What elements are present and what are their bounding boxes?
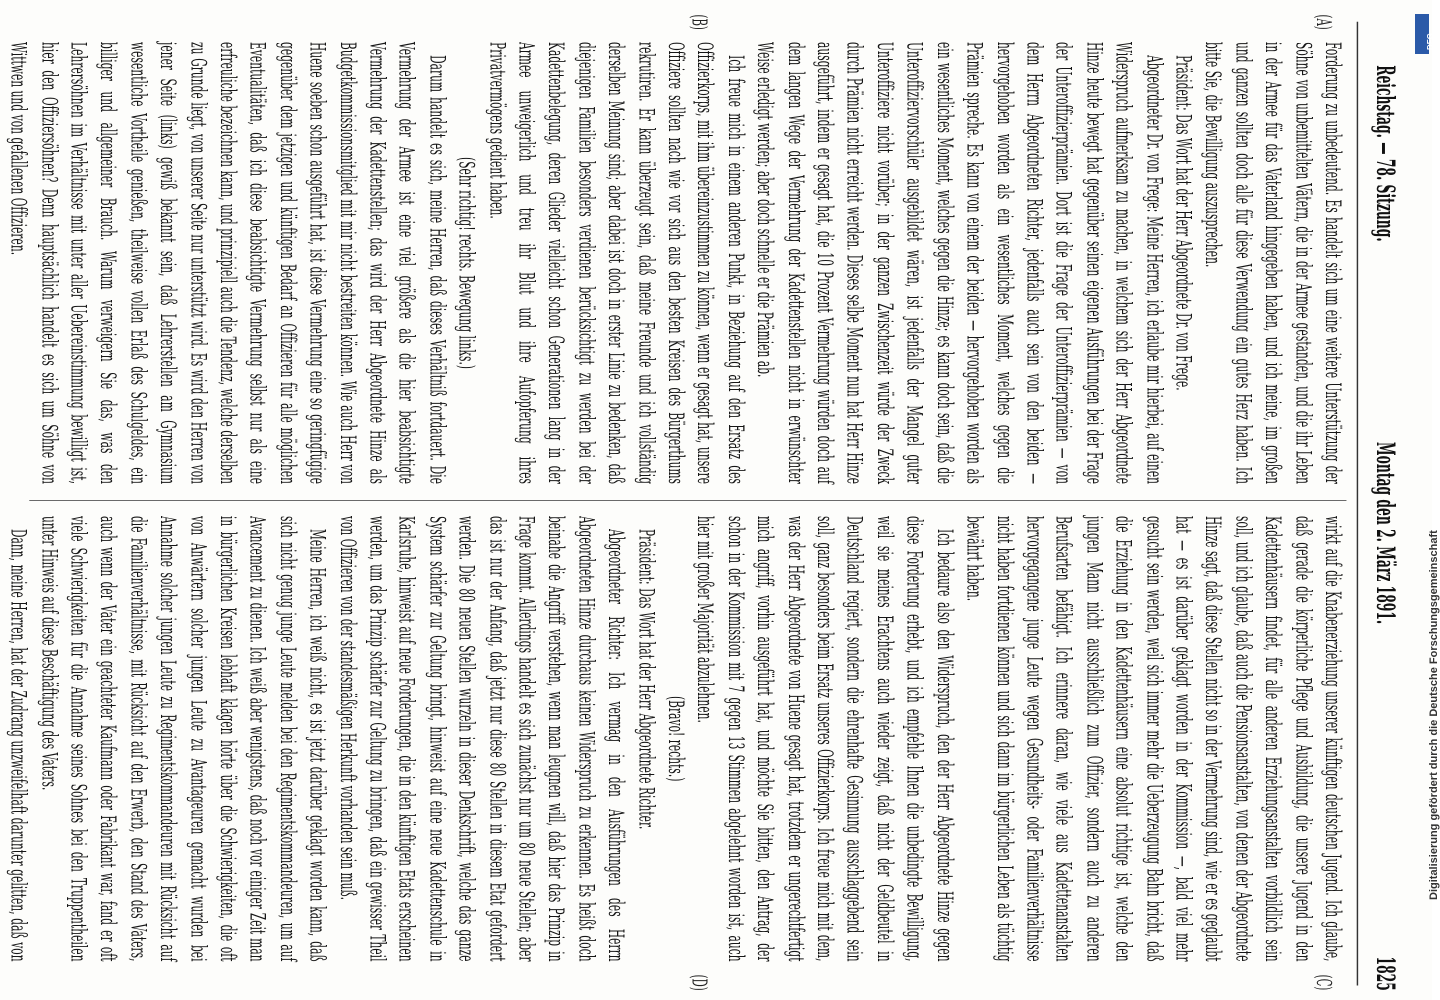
paragraph: Dann, meine Herren, hat der Zudrang unzweifelhaft darunter gelitten, daß von: [6, 528, 31, 962]
interjection: (Sehr richtig! rechts. Bewegung links.): [454, 156, 479, 370]
paragraph: Präsident: Das Wort hat der Herr Abgeordnete Dr. von Frege.: [1170, 55, 1196, 391]
dfg-logo-text: DFG: [1426, 33, 1435, 50]
header-left: Reichstag. — 78. Sitzung.: [1369, 65, 1400, 242]
paragraph: Präsident: Das Wort hat der Herr Abgeordnete Richter.: [633, 528, 659, 830]
paragraph: Meine Herren, ich weiß nicht, es ist jetzt darüber geklagt worden kann, daß sich nicht genug junge Leute melden bei den Regimentskommandeuren, um auf Avancement zu dienen. Ich weiß aber wenigstens, daß noch vor einiger Zeit man in bürgerlichen Kreisen lebhaft klagen hörte über die Schwierigkeiten, die oft von Anwärtern solcher jungen Leute zu Avantageuren gemacht wurden bei Annahme solcher jungen Leute zu Regimentskommandeuren mit Rücksicht auf die Familienverhältnisse, mit Rücksicht auf den Erwerb, den Stand des Vaters, auch wenn der Vater ein geachteter Kaufmann oder Fabrikant war, fand er oft viele Schwierigkeiten für die Annahme seines Sohnes bei den Truppentheilen unter Hinweis auf diese Beschäftigung des Vaters.: [35, 515, 330, 962]
right-column: [6, 515, 1347, 962]
page-number: 1825: [1369, 956, 1400, 991]
margin-mark-a: (A): [1311, 14, 1335, 30]
paragraph: wirkt auf die Knabenerziehung unserer künftigen deutschen Jugend. Ich glaube, daß gerade die körperliche Pflege und Ausbildung, die unsere Jugend in den Kadettenhäusern findet, für alle anderen Erziehungsanstalten vorbildlich sein soll, und ich glaube, daß auch die Pensionsanstalten, von denen der Abgeordnete Hinze sagt, daß diese Stellen nicht so in der Vermehrung sind, wie er es geglaubt hat — es ist darüber geklagt worden in der Kommission —, bald viel mehr gesucht sein werden, weil sich immer mehr die Ueberzeugung Bahn bricht, daß die Erziehung in den Kadettenhäusern eine absolut richtige ist, welche den jungen Mann nicht ausschließlich zum Offizier, sondern auch zu anderen Berufsarten befähigt. Ich erinnere daran, wie viele aus Kadettenanstalten hervorgegangene junge Leute wegen Gesundheits- oder Familienverhältnisse nicht haben fortdienen können und sich dann im bürgerlichen Leben als tüchtig bewährt haben.: [961, 515, 1345, 962]
margin-mark-d: (D): [686, 974, 710, 991]
paragraph: Darum handelt es sich, meine Herren, daß dieses Verhältniß fortdauert. Die Vermehrung der Armee ist eine viel größere als die hier beabsichtigte Vermehrung der Kadettenstellen; das wird der Herr Abgeordnete Hinze als Budgetkommissionsmitglied mit mir nicht bestreiten können. Wie auch Herr von Huene soeben schon ausgeführt hat, ist diese Vermehrung eine so geringfügige gegenüber dem jetzigen und künftigen Bedarf an Offizieren für alle möglichen Eventualitäten, daß ich diese beabsichtigte Vermehrung selbst nur als eine erfreuliche bezeichnen kann, und prinzipiell auch die Tendenz, welche derselben zu Grunde liegt, von unserer Seite nur unterstützt wird. Es wird den Herren von jener Seite (links) gewiß bekannt sein, daß Lehrerstellen am Gymnasium wesentliche Vortheile genießen, theilweise vollen Erlaß des Schulgeldes, ein billiger und allgemeiner Brauch. Warum verweigern Sie das, was den Lehrersöhnen im Verhältnisse mit unter aller Uebereinstimmung bewilligt ist, hier den Offiziersöhnen? Denn hauptsächlich handelt es sich um Söhne von Wittwen und von gefallenen Offizieren.: [6, 42, 450, 485]
paragraph: Ich bedaure also den Widerspruch, den der Herr Abgeordnete Hinze gegen diese Forderung erhebt, und ich empfehle Ihnen die unbedingte Bewilligung, weil sie meines Erachtens auch wieder zeigt, daß nicht der Geldbeutel in Deutschland regiert, sondern die ehrenhafte Gesinnung ausschlaggebend sein soll, ganz besonders beim Ersatz unseres Offizierkorps. Ich freue mich mit dem, was der Herr Abgeordnete von Huene gesagt hat, trotzdem er ungerechtfertigt mich angriff, vorhin ausgeführt hat, und möchte Sie bitten, den Antrag, der schon in der Kommission mit 7 gegen 13 Stimmen abgelehnt worden ist, auch hier mit großer Majorität abzulehnen.: [692, 515, 957, 962]
digitization-credit: [1412, 110, 1440, 910]
interjection: (Bravo! rechts.): [663, 695, 688, 782]
dfg-logo: [1415, 14, 1435, 54]
paragraph: Abgeordneter Dr. von Frege: Meine Herren, ich erlaube mir hierbei, auf einen Widerspruch aufmerksam zu machen, in welchem sich der Herr Abgeordnete Hinze heute bewegt hat gegenüber seinen eigenen Ausführungen bei der Frage der Unteroffizierprämien. Dort ist die Frage der Unteroffizierprämien — von dem Herrn Abgeordneten Richter, jedenfalls auch sein von den beiden — hervorgehoben worden als ein wesentliches Moment, welches gegen die Prämien spreche. Es kann von einem der beiden — hervorgehoben worden als ein wesentliches Moment, welches gegen die Hinze; es kann doch sein, daß die Unteroffiziervorschüler ausgebildet wären, ist jedenfalls der Mangel guter Unteroffiziere nicht vorüber; in der ganzen Zwischenzeit würde der Zweck durch Prämien nicht erreicht werden. Dieses selbe Moment nun hat Herr Hinze ausgeführt, indem er gesagt hat, die 10 Prozent Vermehrung würden doch auf dem langen Wege der Vermehrung der Kadettenstellen nicht in erwünschter Weise erledigt werden; aber doch schnelle er die Prämien ab.: [752, 42, 1166, 485]
column-rule: [29, 500, 1346, 501]
credit-text: Digitalisierung gefördert durch die Deutsche Forschungsgemeinschaft: [1428, 530, 1440, 900]
margin-mark-b: (B): [686, 14, 710, 30]
paragraph: Ich freue mich in einem anderen Punkt, in Beziehung auf den Ersatz des Offizierkorps, mit ihm übereinzustimmen zu können, wenn er gesagt hat, unsere Offiziere sollten nach wie vor sich aus den besten Kreisen des Bürgerthums rekrutiren. Er kann überzeugt sein, daß meine Freunde und ich vollständig derselben Meinung sind; aber dabei ist doch in erster Linie zu bedenken, daß diejenigen Familien besonders verdienen berücksichtigt zu werden bei der Kadettenbelegung, deren Glieder vielleicht schon Generationen lang in der Armee unweigerlich und treu ihr Blut und ihre Aufopferung ihres Privatvermögens gedient haben.: [483, 42, 748, 485]
paragraph: Abgeordneter Richter: Ich vermag in den Ausführungen des Herrn Abgeordneten Hinze durchaus keinen Widerspruch zu erkennen. Es heißt doch beinahe die Angriff verstehen, wenn man leugnen will, daß hier das Prinzip in Frage kommt. Allerdings handelt es sich zunächst nur um 80 neue Stellen; aber das ist nur der Anfang, daß jetzt nur diese 80 Stellen in diesem Etat gefordert werden. Die 80 neuen Stellen wurzeln in dieser Denkschrift, welche das ganze System schärfer zur Geltung bringt, hinweist auf eine neue Kadettenschule in Karlsruhe, hinweist auf neue Forderungen, die in den künftigen Etats erscheinen werden, um das Prinzip schärfer zur Geltung zu bringen, daß ein gewisser Theil von Offizieren von der standesmäßigen Herkunft vorhanden sein muß.: [334, 515, 629, 962]
margin-mark-c: (C): [1311, 974, 1335, 991]
header-rule: [1357, 22, 1358, 986]
header-center: Montag den 2. März 1891.: [1369, 442, 1400, 625]
paragraph: Forderung zu unbedeutend. Es handelt sich um eine weitere Unterstützung der Söhne von unbemittelten Vätern, die in der Armee gestanden, und die ihr Leben in der Armee für das Vaterland hingegeben haben, und ich meine, im großen und ganzen sollten doch alle für diese Verwendung ein gutes Herz haben. Ich bitte Sie, die Bewilligung auszusprechen.: [1200, 42, 1345, 485]
left-column: [6, 42, 1347, 485]
